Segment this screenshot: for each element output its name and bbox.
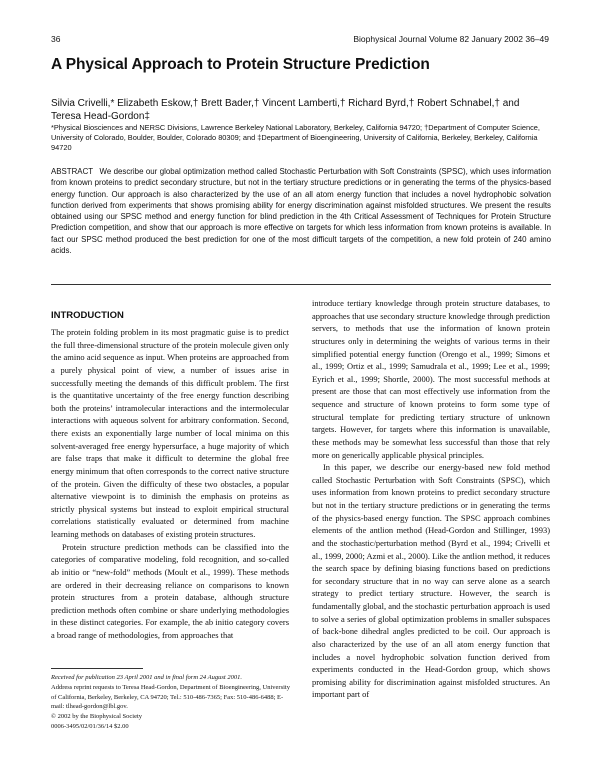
paragraph: introduce tertiary knowledge through protein structure databases, to approaches that use secondary structure knowledge through prediction servers, to methods that use the information of known protein structures only in determining the weights of various terms in their simplified potential energy function (Orengo et al., 1999; Simons et al., 1999; Ortiz et al., 1999; Samudrala et al., 1999; Lee et al., 1999; Eyrich et al., 1999; Shortle, 2000). The most successful methods at present are those that can most effectively use information from the sequence and structure of known proteins to form some type of structural template for predicting tertiary structure of unknown targets. However, for targets where this information is unavailable, these methods may be somewhat less successful than those that rely more on generically applicable physical principles. bbox=[312, 298, 550, 460]
paragraph: The protein folding problem in its most pragmatic guise is to predict the full three-dimensional structure of the protein molecule given only the amino acid sequence as input. When proteins are approached from a purely physical point of view, a number of issues arise in successfully meeting the demands of this difficult problem. The first is the quantitative uncertainty of the free energy function describing both the proteins’ intramolecular interactions and the intermolecular interactions with aqueous solvent for arbitrary conformation. Second, there exists an exponentially large number of local minima on this solvent-averaged free energy hypersurface, a huge majority of which are false traps that make it difficult to determine the global free energy minimum that often corresponds to the correct native structure of the protein. Given the difficulty of these two obstacles, a popular alternative viewpoint is to diminish the emphasis on proteins as strictly physical systems but instead to exploit empirical structural correlations statistically evaluated or determined from machine learning methods on databases of existing protein structures. bbox=[51, 327, 289, 539]
abstract-divider bbox=[51, 284, 551, 285]
abstract-text: We describe our global optimization method called Stochastic Perturbation with Soft Constraints (SPSC), which uses information from known proteins to predict secondary structure, but not in the tertiary structure predictions or in generating the terms of the physics-based energy function. Our approach is also characterized by the use of an all atom energy function that includes a novel hydrophobic solvation function derived from experiments that shows promising ability for energy discrimination against misfolded structures. We present the results obtained using our SPSC method and energy function for blind prediction in the 4th Critical Assessment of Techniques for Protein Structure Prediction competition, and show that our approach is more effective on targets for which less information from known proteins is available. In fact our SPSC method produced the best prediction for one of the most difficult targets of the competition, a new fold protein of 240 amino acids. bbox=[51, 167, 551, 256]
page-number: 36 bbox=[51, 34, 61, 44]
copyright-notice: © 2002 by the Biophysical Society bbox=[51, 713, 143, 721]
journal-header: Biophysical Journal Volume 82 January 2002 36–49 bbox=[353, 34, 549, 44]
paper-title: A Physical Approach to Protein Structure Prediction bbox=[51, 56, 430, 73]
right-column bbox=[312, 297, 550, 701]
received-date-note: Received for publication 23 April 2001 and in final form 24 August 2001. bbox=[51, 674, 242, 681]
abstract bbox=[51, 166, 551, 256]
paragraph: Protein structure prediction methods can be classified into the categories of comparative modeling, fold recognition, and so-called ab initio or “new-fold” methods (Moult et al., 1999). These methods are ordered in their decreasing reliance on comparisons to known protein structures from a protein database, although structure prediction methods often combine or share underlying methodologies in these distinct categories. For example, the ab initio category covers a broad range of methodologies, from approaches that bbox=[51, 541, 289, 640]
left-column bbox=[51, 326, 289, 642]
paragraph: In this paper, we describe our energy-based new fold method called Stochastic Perturbation with Soft Constraints (SPSC), which uses information from known proteins to predict secondary structure but not in the tertiary structure predictions or in generating the terms of the physics-based energy function. The SPSC approach combines elements of the antlion method (Head-Gordon and Stillinger, 1993) and the stochastic/perturbation method (Byrd et al., 1994; Crivelli et al., 1999, 2000; Azmi et al., 2000). Like the antlion method, it reduces the search space by defining biasing functions based on predictions for secondary structure that in no way can serve alone as a search strategy to predict tertiary structure. However, the search is fundamentally global, and the stochastic perturbation approach is used to solve a series of global optimization problems in smaller subspaces of back-bone dihedral angles predicted to be coil. Our approach is also characterized by the use of an all atom energy function that includes a novel hydrophobic solvation function derived from experiments conducted in the Head-Gordon group, which shows promising ability for discrimination against misfolded structures. An important part of bbox=[312, 462, 550, 700]
correspondence-address: Address reprint requests to Teresa Head-Gordon, Department of Bioengineering, University of California, Berkeley, Berkeley, CA 94720; Tel.: 510-486-7365; Fax: 510-486-6488; E-mail: tlhead-gordon@lbl.gov. bbox=[51, 683, 290, 711]
affiliations: *Physical Biosciences and NERSC Divisions, Lawrence Berkeley National Laboratory, Berkeley, California 94720; †Department of Computer Science, University of Colorado, Boulder, Boulder, Colorado 80309; and ‡Department of Bioengineering, University of California, Berkeley, Berkeley, California 94720 bbox=[51, 123, 540, 153]
article-code: 0006-3495/02/01/36/14 $2.00 bbox=[51, 722, 129, 730]
footnote-divider bbox=[51, 668, 143, 669]
abstract-label: ABSTRACT bbox=[51, 167, 94, 176]
author-list: Silvia Crivelli,* Elizabeth Eskow,† Brett Bader,† Vincent Lamberti,† Richard Byrd,† Robert Schnabel,† and Teresa Head-Gordon‡ bbox=[51, 98, 520, 122]
section-heading-introduction: INTRODUCTION bbox=[51, 310, 124, 321]
footnotes bbox=[51, 673, 291, 732]
